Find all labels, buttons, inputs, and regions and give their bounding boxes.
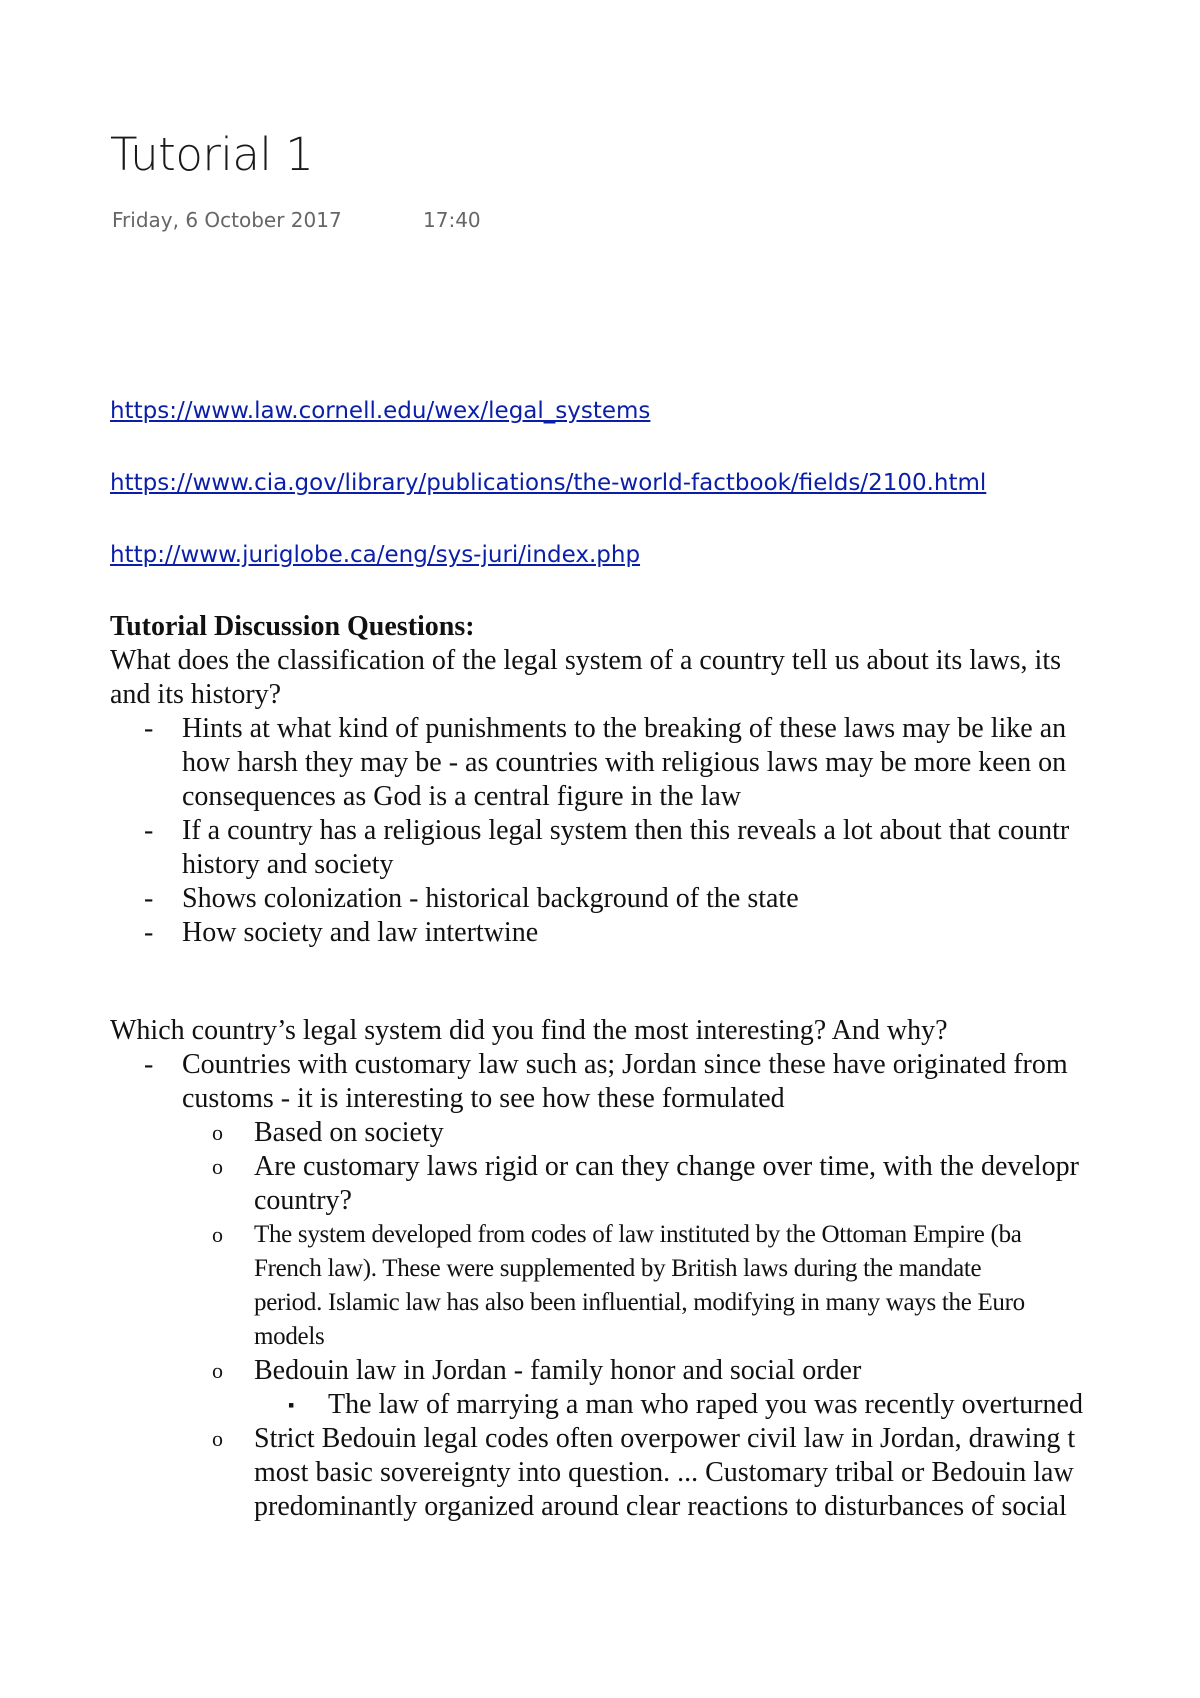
circle-marker: o: [212, 1154, 223, 1179]
note-body: [110, 610, 1200, 1524]
link-list: [110, 398, 986, 614]
dash-marker: -: [144, 917, 154, 948]
list-item-line: history and society: [182, 849, 394, 880]
list-item: [110, 712, 1200, 814]
dash-marker: -: [144, 815, 154, 846]
list-item-line: The law of marrying a man who raped you was recently overturned: [328, 1389, 1083, 1420]
list-item-line: most basic sovereignty into question. ... Customary tribal or Bedouin law: [254, 1457, 1074, 1488]
list-item-line: How society and law intertwine: [182, 917, 539, 948]
list-item: [110, 916, 1200, 950]
link-cia-factbook[interactable]: https://www.cia.gov/library/publications/the-world-factbook/fields/2100.html: [110, 470, 987, 496]
answer-list: [110, 1048, 1200, 1524]
dash-marker: -: [144, 713, 154, 744]
answer-list: [110, 712, 1200, 950]
sub-list-item: [110, 1150, 1200, 1218]
sub-sub-list: [254, 1388, 1200, 1422]
sub-list-item: [110, 1354, 1200, 1422]
sub-sub-list-item: [110, 1388, 1200, 1422]
list-item-line: If a country has a religious legal system then this reveals a lot about that countr: [182, 815, 1070, 846]
list-item-line: Countries with customary law such as; Jordan since these have originated from: [182, 1049, 1068, 1080]
list-item: [110, 1048, 1200, 1524]
list-item-line: country?: [254, 1185, 352, 1216]
list-item-line: Bedouin law in Jordan - family honor and social order: [254, 1355, 862, 1386]
sub-list-item: [110, 1218, 1200, 1354]
list-item: [110, 882, 1200, 916]
list-item-line: customs - it is interesting to see how these formulated: [182, 1083, 785, 1114]
dash-marker: -: [144, 1049, 154, 1080]
list-item-line: French law). These were supplemented by British laws during the mandate: [254, 1255, 982, 1282]
sub-list-item: [110, 1422, 1200, 1524]
list-item: [110, 814, 1200, 882]
spacer: [110, 950, 1200, 1014]
link-juriglobe[interactable]: http://www.juriglobe.ca/eng/sys-juri/index.php: [110, 542, 641, 568]
section-heading: Tutorial Discussion Questions:: [110, 611, 475, 642]
question-line: What does the classification of the legal system of a country tell us about its laws, its: [110, 645, 1062, 676]
list-item-line: Strict Bedouin legal codes often overpower civil law in Jordan, drawing t: [254, 1423, 1076, 1454]
list-item-line: predominantly organized around clear reactions to disturbances of social: [254, 1491, 1067, 1522]
list-item-line: how harsh they may be - as countries with religious laws may be more keen on: [182, 747, 1067, 778]
circle-marker: o: [212, 1358, 223, 1383]
note-time: 17:40: [423, 208, 481, 232]
sub-list-item: [110, 1116, 1200, 1150]
list-item-line: consequences as God is a central figure in the law: [182, 781, 742, 812]
list-item-line: period. Islamic law has also been influential, modifying in many ways the Euro: [254, 1289, 1025, 1316]
list-item-line: The system developed from codes of law instituted by the Ottoman Empire (ba: [254, 1221, 1022, 1248]
page-title: Tutorial 1: [110, 128, 314, 181]
list-item-line: Based on society: [254, 1117, 444, 1148]
question-line: Which country’s legal system did you find the most interesting? And why?: [110, 1015, 948, 1046]
list-item-line: models: [254, 1323, 325, 1350]
list-item-line: Shows colonization - historical background of the state: [182, 883, 799, 914]
circle-marker: o: [212, 1120, 223, 1145]
circle-marker: o: [212, 1426, 223, 1451]
list-item-line: Hints at what kind of punishments to the breaking of these laws may be like an: [182, 713, 1067, 744]
list-item-line: Are customary laws rigid or can they change over time, with the developr: [254, 1151, 1079, 1182]
dash-marker: -: [144, 883, 154, 914]
sub-list: [182, 1116, 1200, 1524]
link-cornell[interactable]: https://www.law.cornell.edu/wex/legal_systems: [110, 398, 651, 424]
note-date: Friday, 6 October 2017: [112, 208, 342, 232]
circle-marker: o: [212, 1222, 223, 1247]
square-marker: ▪: [288, 1395, 295, 1415]
question-line: and its history?: [110, 679, 282, 710]
